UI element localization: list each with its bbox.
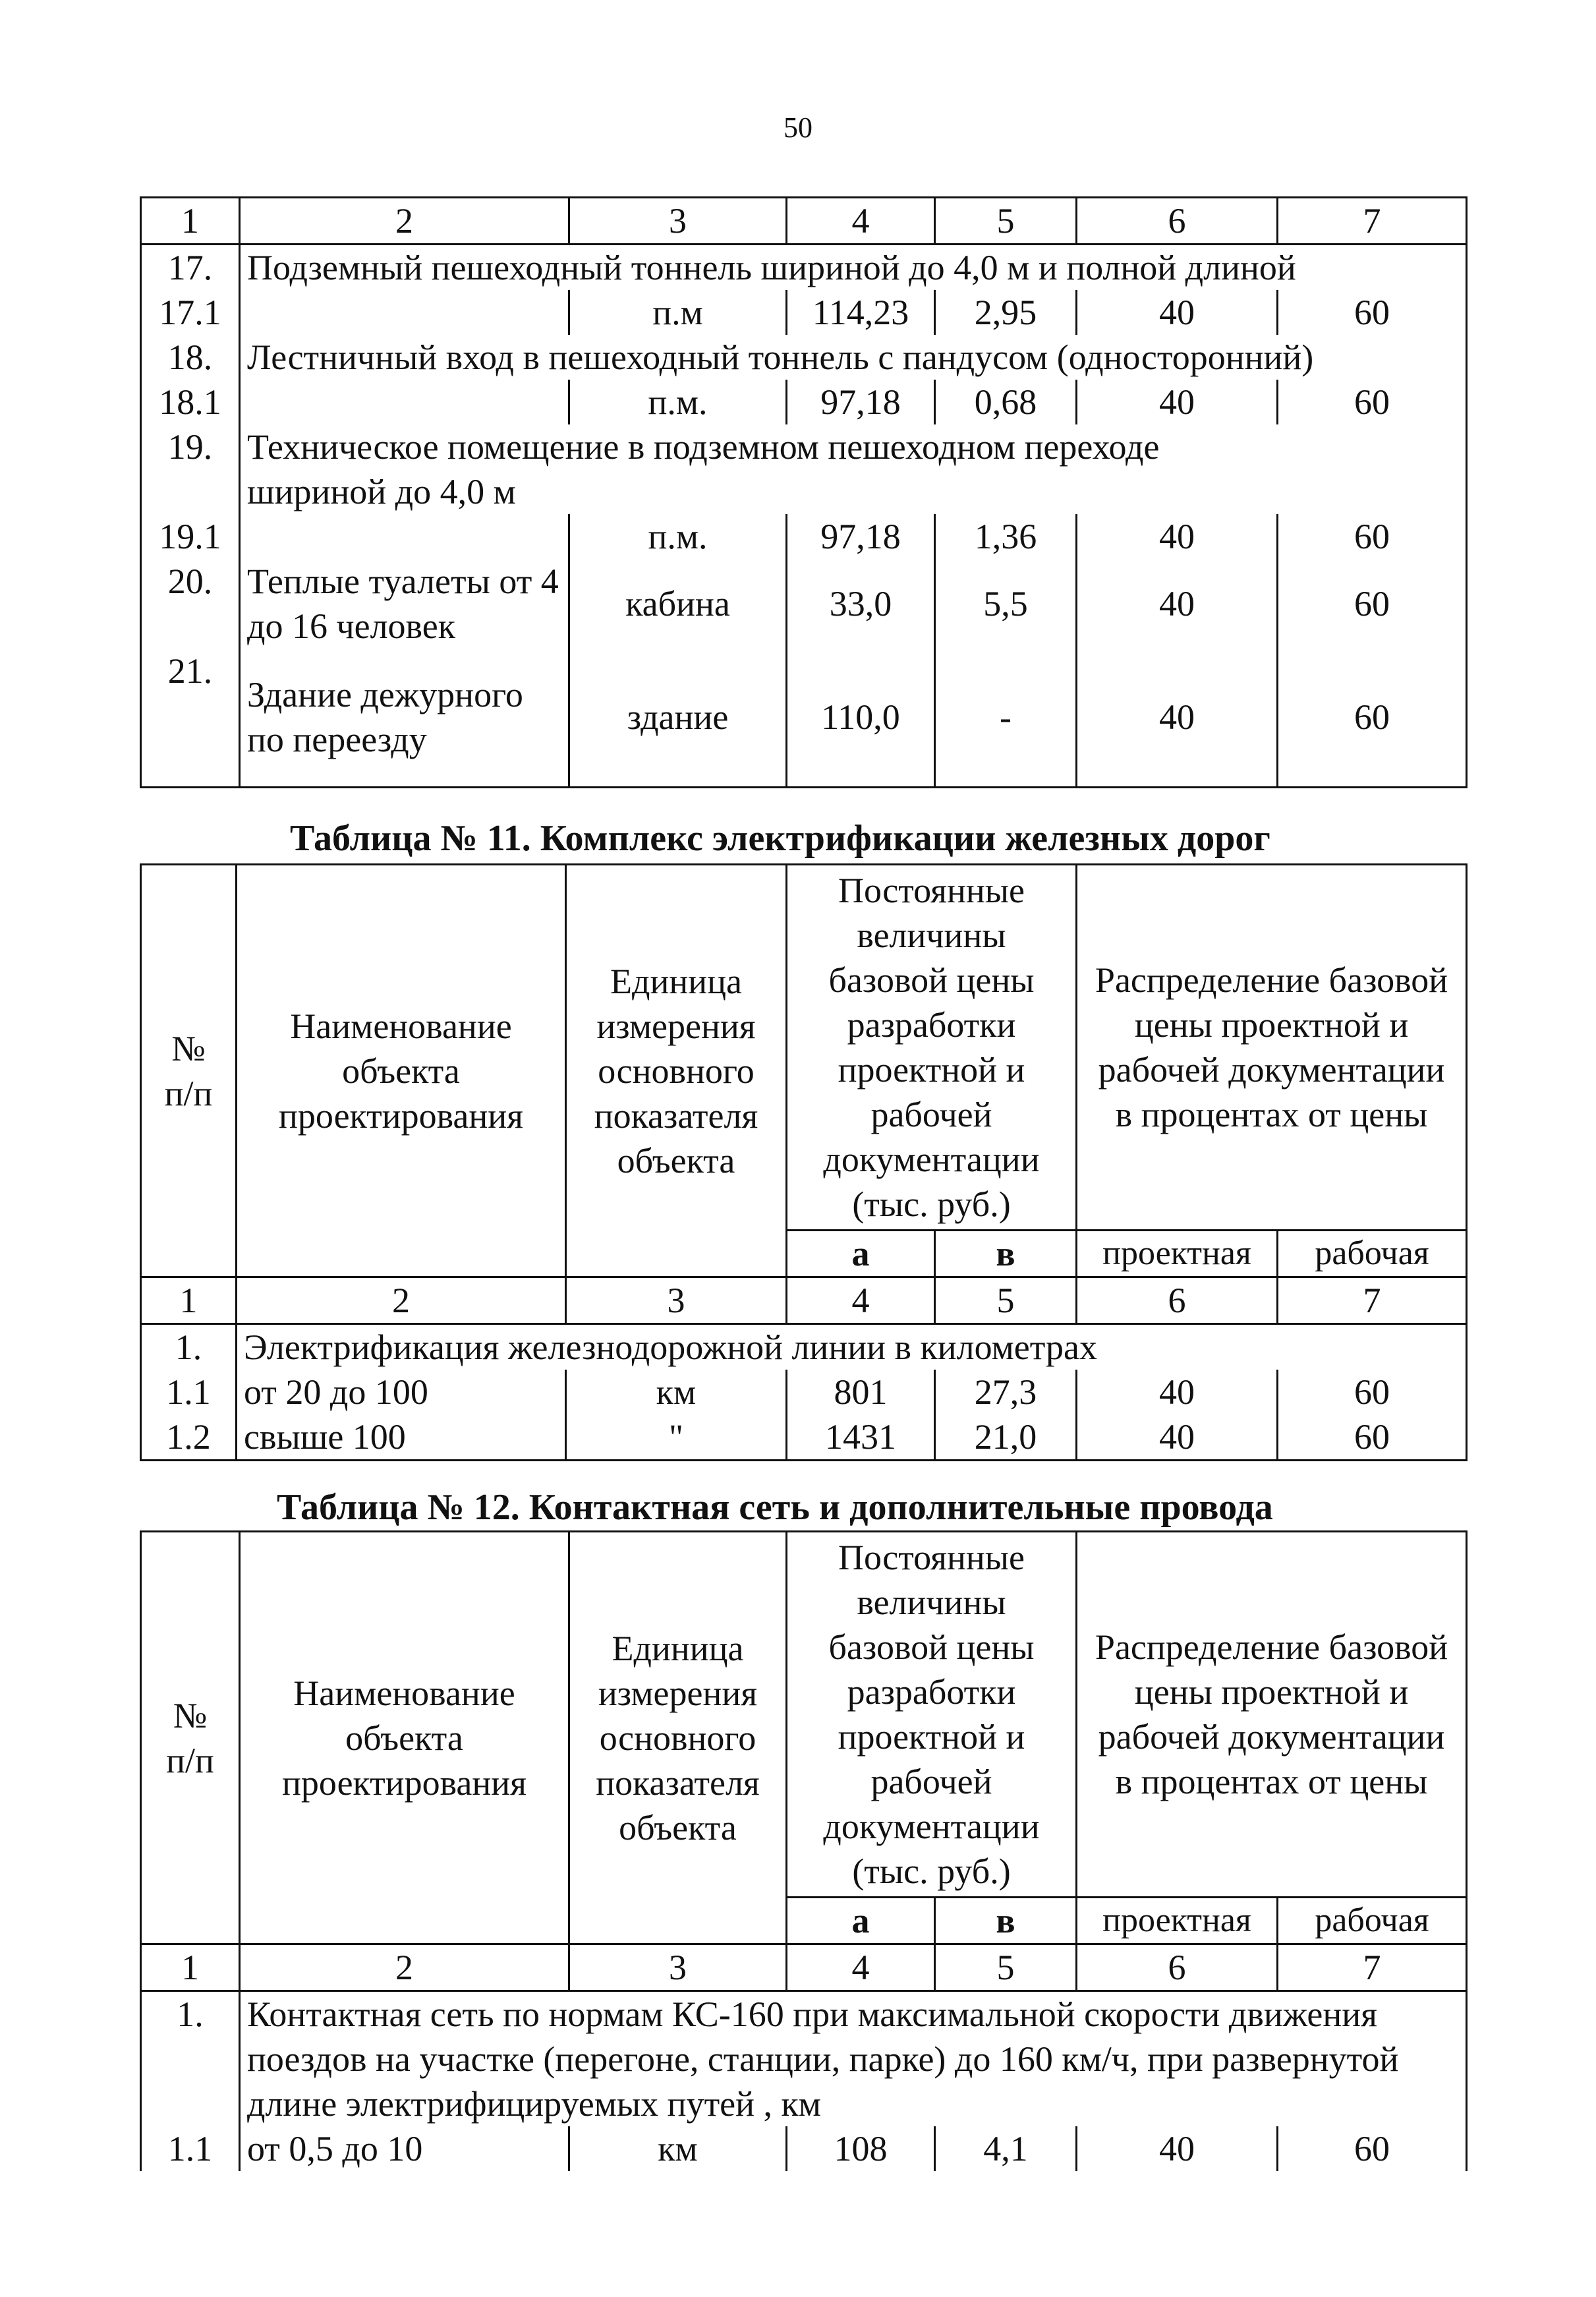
row-title: Электрификация железнодорожной линии в километрах bbox=[237, 1324, 1467, 1370]
row-number: 17. bbox=[141, 245, 240, 291]
unit: здание bbox=[569, 649, 787, 787]
column-number-row bbox=[141, 198, 1467, 245]
col-num: 4 bbox=[787, 198, 935, 245]
table-row bbox=[141, 380, 1467, 424]
col-num: 3 bbox=[569, 198, 787, 245]
table-row bbox=[141, 335, 1467, 380]
percent-working: 60 bbox=[1278, 514, 1467, 559]
header-distribution: Распределение базовой цены проектной и рабочей документации в процентах от цены bbox=[1077, 1532, 1467, 1898]
percent-working: 60 bbox=[1278, 559, 1467, 649]
header-base-price: Постоянные величины базовой цены разработки проектной и рабочей документации (тыс. руб.) bbox=[787, 865, 1077, 1231]
col-num: 6 bbox=[1077, 1277, 1278, 1324]
object-name bbox=[240, 380, 569, 424]
col-num: 7 bbox=[1278, 1277, 1467, 1324]
col-num: 4 bbox=[787, 1277, 935, 1324]
col-num: 2 bbox=[240, 1944, 569, 1991]
object-name bbox=[240, 290, 569, 335]
col-num: 7 bbox=[1278, 1944, 1467, 1991]
row-number: 17.1 bbox=[141, 290, 240, 335]
column-number-row bbox=[141, 1277, 1467, 1324]
percent-working: 60 bbox=[1278, 649, 1467, 787]
row-number: 21. bbox=[141, 649, 240, 787]
percent-working: 60 bbox=[1278, 380, 1467, 424]
table-row bbox=[141, 2126, 1467, 2171]
object-name: свыше 100 bbox=[237, 1414, 566, 1461]
row-number: 18. bbox=[141, 335, 240, 380]
col-num: 1 bbox=[141, 1944, 240, 1991]
header-row bbox=[141, 1532, 1467, 1898]
percent-project: 40 bbox=[1077, 1370, 1278, 1414]
row-title: Контактная сеть по нормам КС-160 при максимальной скорости движения поездов на участке (перегоне, станции, парке) до 160 км/ч, при развернутой длине электрифицируемых путей , км bbox=[240, 1991, 1467, 2127]
header-unit: Единица измерения основного показателя объекта bbox=[569, 1532, 787, 1944]
col-num: 6 bbox=[1077, 1944, 1278, 1991]
row-number: 19.1 bbox=[141, 514, 240, 559]
table-row bbox=[141, 1991, 1467, 2127]
table-12 bbox=[140, 1530, 1468, 2171]
unit: км bbox=[569, 2126, 787, 2171]
table-row bbox=[141, 245, 1467, 291]
col-num: 4 bbox=[787, 1944, 935, 1991]
value-a: 97,18 bbox=[787, 380, 935, 424]
header-no: № п/п bbox=[141, 1532, 240, 1944]
value-b: 5,5 bbox=[935, 559, 1077, 649]
table-11-caption: Таблица № 11. Комплекс электрификации железных дорог bbox=[290, 818, 1270, 859]
col-num: 5 bbox=[935, 1277, 1077, 1324]
header-project: проектная bbox=[1077, 1231, 1278, 1277]
percent-project: 40 bbox=[1077, 290, 1278, 335]
column-number-row bbox=[141, 1944, 1467, 1991]
percent-working: 60 bbox=[1278, 2126, 1467, 2171]
percent-working: 60 bbox=[1278, 1370, 1467, 1414]
header-project: проектная bbox=[1077, 1898, 1278, 1944]
header-unit: Единица измерения основного показателя объекта bbox=[566, 865, 787, 1277]
unit: п.м bbox=[569, 290, 787, 335]
col-num: 2 bbox=[240, 198, 569, 245]
row-title: Техническое помещение в подземном пешеходном переходе шириной до 4,0 м bbox=[240, 424, 1467, 514]
row-number: 1.2 bbox=[141, 1414, 237, 1461]
header-base-price: Постоянные величины базовой цены разработки проектной и рабочей документации (тыс. руб.) bbox=[787, 1532, 1077, 1898]
header-a: а bbox=[787, 1898, 935, 1944]
header-a: а bbox=[787, 1231, 935, 1277]
row-number: 20. bbox=[141, 559, 240, 649]
value-a: 1431 bbox=[787, 1414, 935, 1461]
row-number: 1. bbox=[141, 1324, 237, 1370]
header-b: в bbox=[935, 1231, 1077, 1277]
row-number: 19. bbox=[141, 424, 240, 514]
object-name: Здание дежурного по переезду bbox=[240, 649, 569, 787]
object-name: от 20 до 100 bbox=[237, 1370, 566, 1414]
unit: км bbox=[566, 1370, 787, 1414]
unit: " bbox=[566, 1414, 787, 1461]
unit: п.м. bbox=[569, 514, 787, 559]
header-row bbox=[141, 865, 1467, 1231]
percent-project: 40 bbox=[1077, 1414, 1278, 1461]
value-b: 21,0 bbox=[935, 1414, 1077, 1461]
row-number: 1.1 bbox=[141, 1370, 237, 1414]
object-name: Теплые туалеты от 4 до 16 человек bbox=[240, 559, 569, 649]
unit: кабина bbox=[569, 559, 787, 649]
row-title: Подземный пешеходный тоннель шириной до 4,0 м и полной длиной bbox=[240, 245, 1467, 291]
table-row bbox=[141, 1414, 1467, 1461]
percent-working: 60 bbox=[1278, 290, 1467, 335]
col-num: 2 bbox=[237, 1277, 566, 1324]
table-row bbox=[141, 290, 1467, 335]
col-num: 7 bbox=[1278, 198, 1467, 245]
value-a: 33,0 bbox=[787, 559, 935, 649]
header-no: № п/п bbox=[141, 865, 237, 1277]
col-num: 3 bbox=[566, 1277, 787, 1324]
percent-working: 60 bbox=[1278, 1414, 1467, 1461]
col-num: 5 bbox=[935, 198, 1077, 245]
value-a: 108 bbox=[787, 2126, 935, 2171]
row-number: 18.1 bbox=[141, 380, 240, 424]
value-b: 1,36 bbox=[935, 514, 1077, 559]
percent-project: 40 bbox=[1077, 514, 1278, 559]
value-a: 97,18 bbox=[787, 514, 935, 559]
header-name: Наименование объекта проектирования bbox=[237, 865, 566, 1277]
value-b: 27,3 bbox=[935, 1370, 1077, 1414]
unit: п.м. bbox=[569, 380, 787, 424]
col-num: 1 bbox=[141, 198, 240, 245]
object-name bbox=[240, 514, 569, 559]
value-a: 114,23 bbox=[787, 290, 935, 335]
value-b: 2,95 bbox=[935, 290, 1077, 335]
header-working: рабочая bbox=[1278, 1898, 1467, 1944]
value-a: 110,0 bbox=[787, 649, 935, 787]
header-distribution: Распределение базовой цены проектной и рабочей документации в процентах от цены bbox=[1077, 865, 1467, 1231]
value-a: 801 bbox=[787, 1370, 935, 1414]
value-b: - bbox=[935, 649, 1077, 787]
percent-project: 40 bbox=[1077, 380, 1278, 424]
table-row bbox=[141, 514, 1467, 559]
row-number: 1.1 bbox=[141, 2126, 240, 2171]
row-number: 1. bbox=[141, 1991, 240, 2127]
table-11 bbox=[140, 863, 1468, 1461]
value-b: 0,68 bbox=[935, 380, 1077, 424]
row-title: Лестничный вход в пешеходный тоннель с пандусом (односторонний) bbox=[240, 335, 1467, 380]
header-b: в bbox=[935, 1898, 1077, 1944]
percent-project: 40 bbox=[1077, 2126, 1278, 2171]
table-row bbox=[141, 559, 1467, 649]
col-num: 1 bbox=[141, 1277, 237, 1324]
table-row bbox=[141, 1370, 1467, 1414]
col-num: 3 bbox=[569, 1944, 787, 1991]
table-12-caption: Таблица № 12. Контактная сеть и дополнительные провода bbox=[277, 1487, 1273, 1528]
object-name: от 0,5 до 10 bbox=[240, 2126, 569, 2171]
table-row bbox=[141, 424, 1467, 514]
percent-project: 40 bbox=[1077, 559, 1278, 649]
header-name: Наименование объекта проектирования bbox=[240, 1532, 569, 1944]
page-number: 50 bbox=[784, 111, 812, 144]
table-row bbox=[141, 649, 1467, 787]
col-num: 5 bbox=[935, 1944, 1077, 1991]
value-b: 4,1 bbox=[935, 2126, 1077, 2171]
table-10-continued bbox=[140, 196, 1468, 788]
header-working: рабочая bbox=[1278, 1231, 1467, 1277]
percent-project: 40 bbox=[1077, 649, 1278, 787]
table-row bbox=[141, 1324, 1467, 1370]
col-num: 6 bbox=[1077, 198, 1278, 245]
